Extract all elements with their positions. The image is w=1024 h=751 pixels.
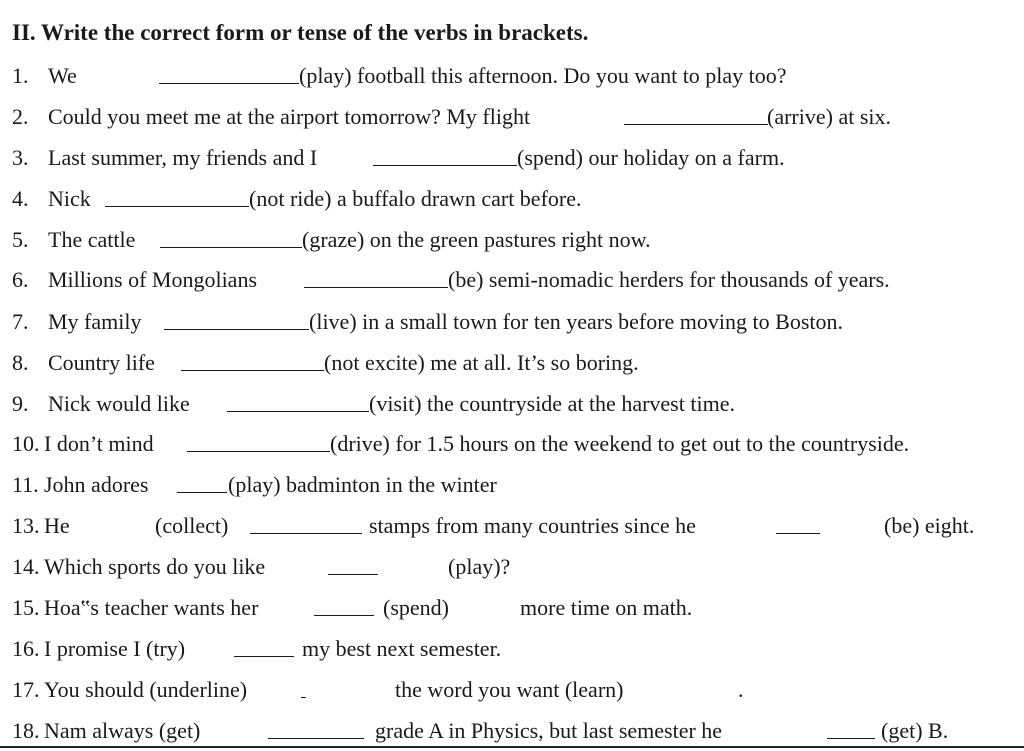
item-text: (graze) on the green pastures right now. (302, 227, 651, 252)
item-text: I don’t mind (44, 431, 154, 456)
item-text: You should (underline) (44, 677, 248, 702)
section-title: II. Write the correct form or tense of the verbs in brackets. (12, 20, 589, 45)
item-text: (visit) the countryside at the harvest time. (369, 391, 735, 416)
answer-blank[interactable] (227, 411, 369, 412)
item-number: 6. (12, 267, 29, 292)
trailing-period: . (738, 677, 744, 702)
item-text: Could you meet me at the airport tomorrow? My flight (48, 104, 531, 129)
answer-blank[interactable] (301, 697, 306, 698)
answer-blank[interactable] (314, 615, 374, 616)
item-text: the word you want (learn) (395, 677, 624, 702)
item-number: 2. (12, 104, 29, 129)
item-text: Nam always (get) (44, 718, 201, 743)
item-text: Hoa‟s teacher wants her (44, 595, 259, 620)
item-text: grade A in Physics, but last semester he (375, 718, 723, 743)
item-text: John adores (44, 472, 149, 497)
item-text: Nick (48, 186, 91, 211)
item-text: Which sports do you like (44, 554, 266, 579)
item-number: 3. (12, 145, 29, 170)
answer-blank[interactable] (827, 738, 875, 739)
item-text: The cattle (48, 227, 136, 252)
answer-blank[interactable] (105, 206, 249, 207)
item-number: 14. (12, 554, 40, 579)
answer-blank[interactable] (304, 287, 448, 288)
item-text: (not excite) me at all. It’s so boring. (324, 350, 639, 375)
item-number: 9. (12, 391, 29, 416)
item-text: stamps from many countries since he (369, 513, 696, 538)
item-text: (spend) (383, 595, 449, 620)
item-text: (drive) for 1.5 hours on the weekend to get out to the countryside. (330, 431, 910, 456)
item-text: (be) semi-nomadic herders for thousands of years. (448, 267, 890, 292)
answer-blank[interactable] (164, 329, 309, 330)
item-text: My family (48, 309, 142, 334)
item-number: 18. (12, 718, 40, 743)
item-text: (get) B. (881, 718, 949, 743)
answer-blank[interactable] (268, 738, 364, 739)
item-text: more time on math. (520, 595, 693, 620)
item-number: 11. (12, 472, 39, 497)
item-number: 16. (12, 636, 40, 661)
item-text: He (44, 513, 70, 538)
answer-blank[interactable] (181, 370, 324, 371)
item-text: (not ride) a buffalo drawn cart before. (249, 186, 582, 211)
item-number: 8. (12, 350, 29, 375)
answer-blank[interactable] (624, 124, 768, 125)
answer-blank[interactable] (373, 165, 517, 166)
answer-blank[interactable] (159, 83, 299, 84)
item-text: Last summer, my friends and I (48, 145, 318, 170)
answer-blank[interactable] (250, 533, 362, 534)
item-number: 5. (12, 227, 29, 252)
item-text: (collect) (155, 513, 229, 538)
item-text: (play)? (448, 554, 511, 579)
answer-blank[interactable] (776, 533, 820, 534)
item-text: Country life (48, 350, 155, 375)
item-text: (live) in a small town for ten years before moving to Boston. (309, 309, 843, 334)
answer-blank[interactable] (160, 247, 302, 248)
item-text: my best next semester. (302, 636, 502, 661)
bottom-divider (0, 746, 1024, 748)
item-text: (arrive) at six. (767, 104, 891, 129)
item-number: 4. (12, 186, 29, 211)
item-text: I promise I (try) (44, 636, 186, 661)
item-number: 15. (12, 595, 40, 620)
item-text: (be) eight. (884, 513, 975, 538)
item-number: 13. (12, 513, 40, 538)
item-text: (play) badminton in the winter (228, 472, 497, 497)
item-number: 10. (12, 431, 40, 456)
item-number: 7. (12, 309, 29, 334)
item-number: 1. (12, 63, 29, 88)
answer-blank[interactable] (328, 574, 378, 575)
item-text: We (48, 63, 77, 88)
answer-blank[interactable] (177, 492, 227, 493)
item-number: 17. (12, 677, 40, 702)
answer-blank[interactable] (187, 451, 330, 452)
item-text: (play) football this afternoon. Do you want to play too? (299, 63, 787, 88)
item-text: Nick would like (48, 391, 190, 416)
answer-blank[interactable] (234, 656, 294, 657)
item-text: Millions of Mongolians (48, 267, 258, 292)
item-text: (spend) our holiday on a farm. (517, 145, 785, 170)
